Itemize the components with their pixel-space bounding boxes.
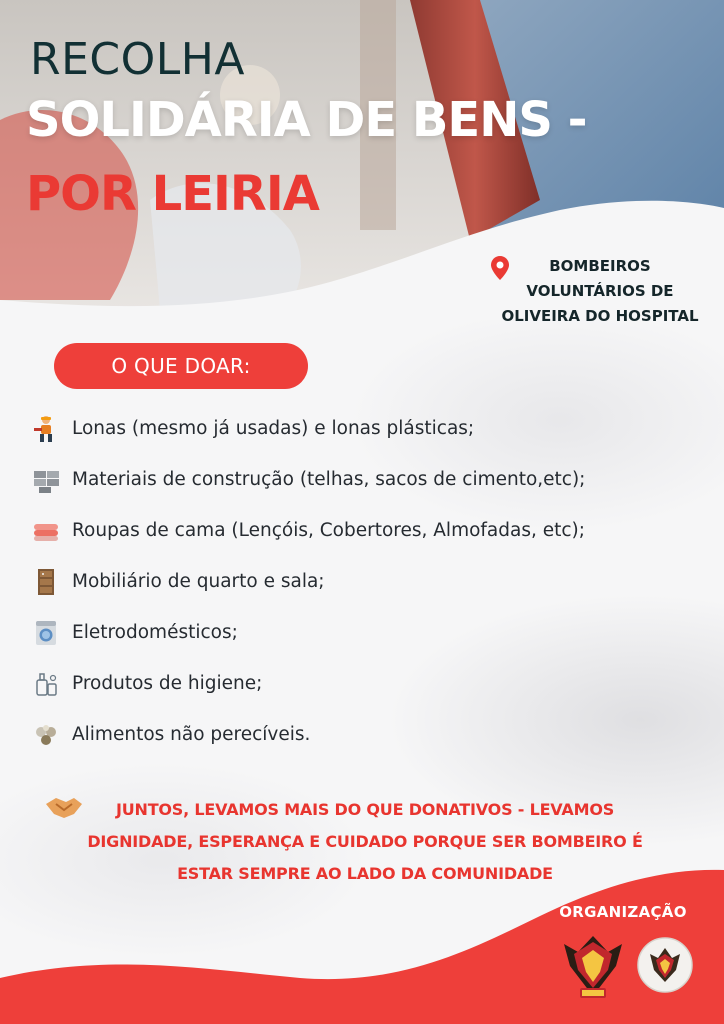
slogan-line-2: DIGNIDADE, ESPERANÇA E CUIDADO PORQUE SER BOMBEIRO É [87, 832, 643, 851]
list-item [30, 556, 710, 607]
hygiene-icon [30, 668, 62, 700]
list-item-label: Roupas de cama (Lençóis, Cobertores, Almofadas, etc); [72, 520, 585, 541]
donation-list [30, 403, 710, 760]
list-item-label: Eletrodomésticos; [72, 622, 238, 643]
list-item [30, 505, 710, 556]
slogan-line-3: ESTAR SEMPRE AO LADO DA COMUNIDADE [177, 864, 553, 883]
wardrobe-icon [30, 566, 62, 598]
list-item-label: Mobiliário de quarto e sala; [72, 571, 325, 592]
association-seal-logo [636, 932, 694, 998]
washing-machine-icon [30, 617, 62, 649]
list-item-label: Materiais de construção (telhas, sacos de cimento,etc); [72, 469, 586, 490]
location-line-2: VOLUNTÁRIOS DE [526, 282, 674, 300]
title-line-por-leiria: POR LEIRIA [26, 166, 319, 222]
list-item [30, 709, 710, 760]
bricks-icon [30, 464, 62, 496]
food-icon [30, 719, 62, 751]
title-line-solidaria: SOLIDÁRIA DE BENS - [26, 92, 587, 148]
title-line-recolha: RECOLHA [30, 34, 245, 85]
list-item [30, 607, 710, 658]
list-item-label: Alimentos não perecíveis. [72, 724, 311, 745]
list-item [30, 658, 710, 709]
list-item-label: Produtos de higiene; [72, 673, 263, 694]
worker-icon [30, 413, 62, 445]
location-text [480, 254, 720, 329]
list-item [30, 454, 710, 505]
donate-heading-label: O QUE DOAR: [111, 354, 251, 378]
slogan-line-1: JUNTOS, LEVAMOS MAIS DO QUE DONATIVOS - LEVAMOS [115, 800, 615, 819]
donate-heading-pill [54, 343, 308, 389]
bedding-icon [30, 515, 62, 547]
location-line-3: OLIVEIRA DO HOSPITAL [501, 307, 699, 325]
list-item [30, 403, 710, 454]
fire-brigade-crest-logo [560, 930, 626, 1002]
organization-label: ORGANIZAÇÃO [559, 903, 687, 921]
list-item-label: Lonas (mesmo já usadas) e lonas plásticas; [72, 418, 475, 439]
location-line-1: BOMBEIROS [549, 257, 651, 275]
